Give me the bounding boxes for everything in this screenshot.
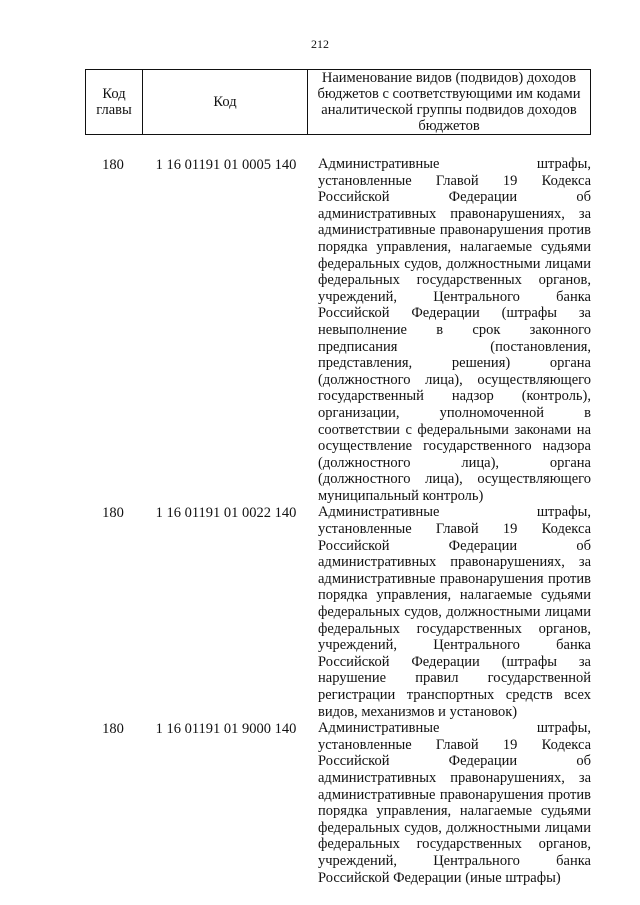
header-code: Код <box>143 70 308 135</box>
row-code: 1 16 01191 01 0005 140 <box>155 157 297 173</box>
table-row <box>85 720 591 886</box>
page-number: 212 <box>311 37 329 51</box>
header-name: Наименование видов (подвидов) доходов бюджетов с соответствующими им кодами аналитической группы подвидов доходов бюджетов <box>308 70 591 135</box>
table-row <box>85 156 591 504</box>
row-code: 1 16 01191 01 9000 140 <box>155 721 297 738</box>
row-chapter-code: 180 <box>102 157 124 173</box>
row-name: Административные штрафы, установленные Главой 19 Кодекса Российской Федерации об административных правонарушениях, за административные правонарушения против порядка управления, налагаемые судьями федеральных судов, должностными лицами федеральных государственных органов, учреждений, Центрального банка Российской Федерации (иные штрафы) <box>318 720 591 886</box>
table-row <box>85 504 591 720</box>
table-header <box>85 69 591 135</box>
row-chapter-code: 180 <box>102 505 124 522</box>
row-name: Административные штрафы, установленные Главой 19 Кодекса Российской Федерации об административных правонарушениях, за административные правонарушения против порядка управления, налагаемые судьями федеральных судов, должностными лицами федеральных государственных органов, учреждений, Центрального банка Российской Федерации (штрафы за невыполнение в срок законного предписания (постановления, представления, решения) органа (должностного лица), осуществляющего государственный надзор (контроль), организации, уполномоченной в соответствии с федеральными законами на осуществление государственного надзора (должностного лица), органа (должностного лица), осуществляющего муниципальный контроль) <box>318 156 591 504</box>
row-name: Административные штрафы, установленные Главой 19 Кодекса Российской Федерации об административных правонарушениях, за административные правонарушения против порядка управления, налагаемые судьями федеральных судов, должностными лицами федеральных государственных органов, учреждений, Центрального банка Российской Федерации (штрафы за нарушение правил государственной регистрации транспортных средств всех видов, механизмов и установок) <box>318 504 591 720</box>
row-code: 1 16 01191 01 0022 140 <box>155 505 297 522</box>
header-chapter-code: Код главы <box>86 70 143 135</box>
table-body <box>85 156 591 886</box>
row-chapter-code: 180 <box>102 721 124 738</box>
header-row <box>86 70 591 135</box>
